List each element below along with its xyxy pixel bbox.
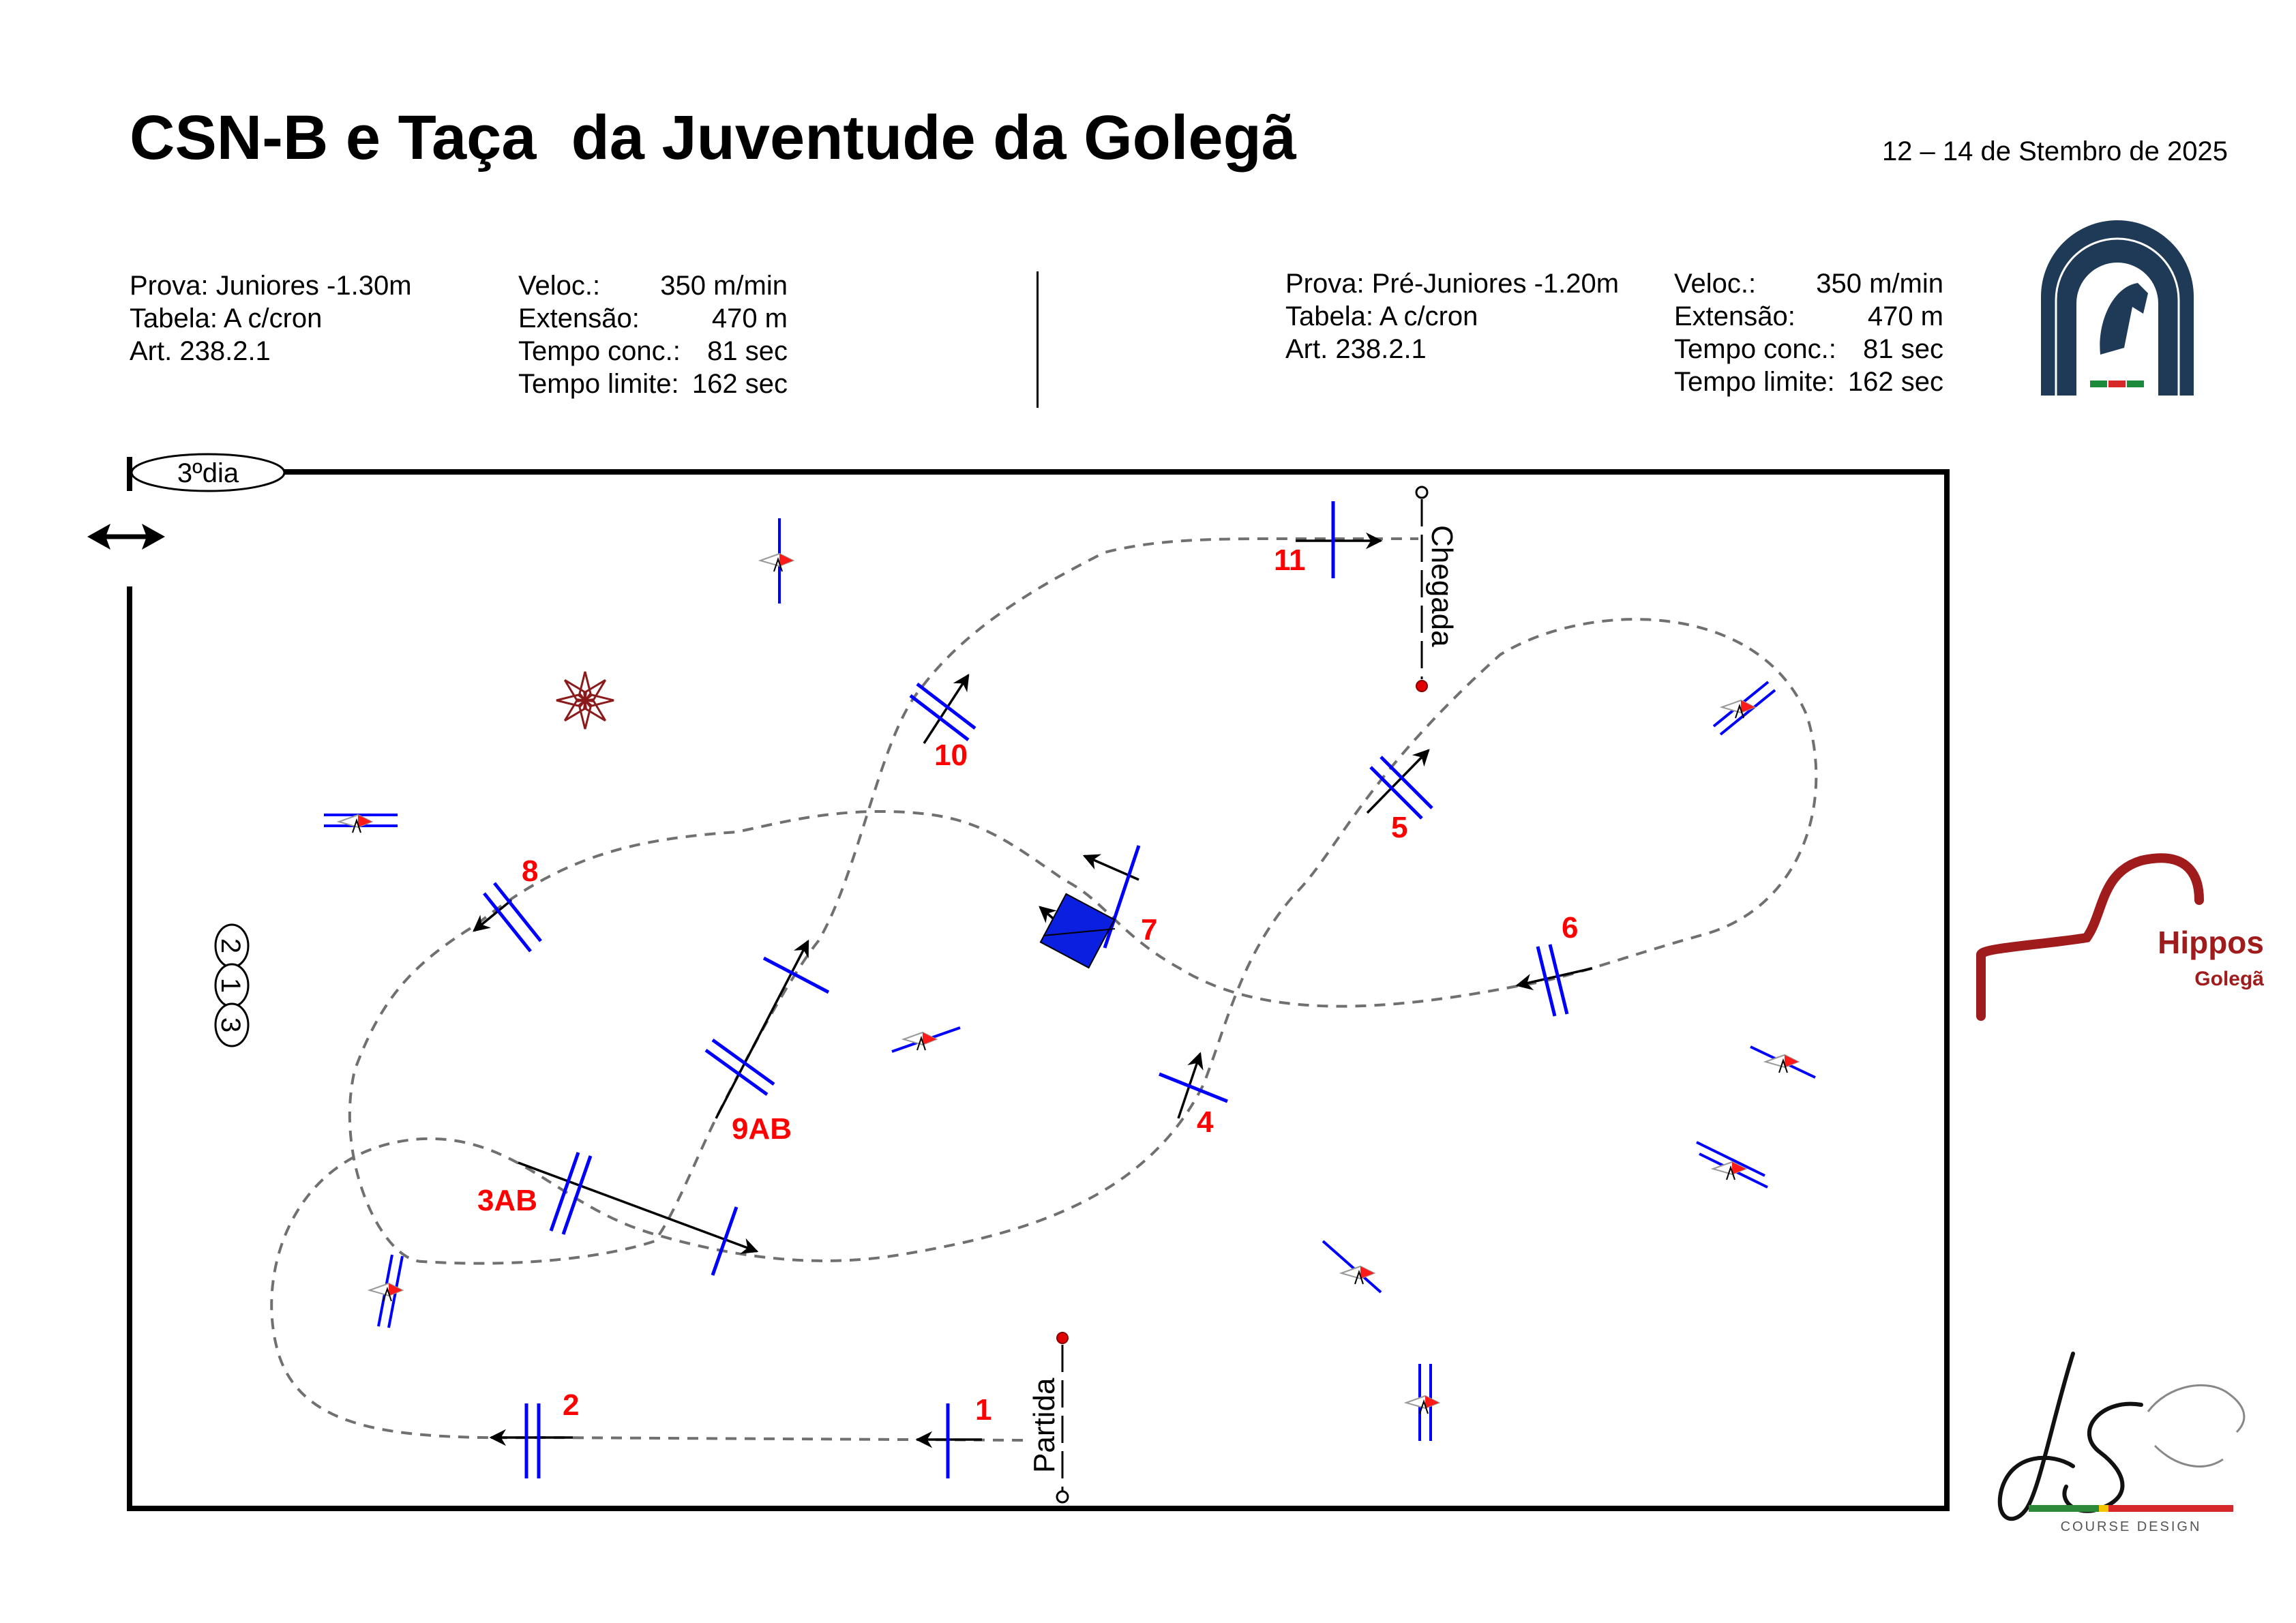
spare-obstacle-flag-icon bbox=[370, 1255, 402, 1328]
spare-obstacle-flag-icon bbox=[1750, 1047, 1815, 1077]
obstacle-10 bbox=[910, 684, 975, 740]
water-obstacle bbox=[1041, 894, 1115, 968]
course-path bbox=[271, 539, 1816, 1440]
spare-obstacle-flag-icon bbox=[892, 1028, 960, 1052]
finish-line bbox=[1416, 487, 1459, 691]
start-line bbox=[1028, 1332, 1068, 1502]
prova-line: Prova: Pré-Juniores -1.20m bbox=[1285, 269, 1620, 299]
tabela-line: Tabela: A c/cron bbox=[130, 303, 323, 333]
tabela-line: Tabela: A c/cron bbox=[1285, 301, 1478, 331]
obstacle-4 bbox=[1159, 1074, 1227, 1101]
spare-obstacle-flag-icon bbox=[324, 815, 398, 833]
time-limit-value: 162 sec bbox=[691, 369, 788, 399]
entry-number: 2 bbox=[215, 938, 245, 954]
obstacle-numbers bbox=[477, 544, 1578, 1427]
spare-obstacle-flag-icon bbox=[1714, 682, 1775, 734]
obstacle-number: 3AB bbox=[477, 1184, 538, 1217]
length-value: 470 m bbox=[711, 303, 788, 333]
obstacle-number: 1 bbox=[975, 1393, 992, 1427]
obstacle-8 bbox=[484, 883, 541, 951]
direction-arrows bbox=[474, 541, 1592, 1440]
entry-number: 1 bbox=[215, 977, 245, 994]
obstacle-5 bbox=[1371, 757, 1432, 818]
start-label: Partida bbox=[1028, 1378, 1061, 1473]
fep-logo bbox=[2041, 220, 2194, 396]
hippos-logo bbox=[1981, 858, 2264, 1016]
spare-obstacle-flag-icon bbox=[760, 518, 793, 604]
finish-label: Chegada bbox=[1425, 525, 1459, 647]
course-design-logo bbox=[2000, 1354, 2244, 1534]
entry-number: 3 bbox=[215, 1017, 245, 1033]
length-label: Extensão: bbox=[518, 303, 640, 333]
flower-decoration-icon bbox=[556, 672, 614, 729]
spare-obstacle-flag-icon bbox=[1406, 1364, 1439, 1441]
obstacle-3b bbox=[713, 1207, 736, 1275]
obstacle-number: 4 bbox=[1197, 1105, 1214, 1139]
spare-obstacles bbox=[324, 518, 1815, 1441]
hippos-title: Hippos bbox=[2158, 925, 2264, 960]
speed-label: Veloc.: bbox=[1674, 269, 1757, 299]
obstacle-number: 6 bbox=[1562, 911, 1579, 944]
spare-obstacle-flag-icon bbox=[1697, 1142, 1768, 1187]
speed-value: 350 m/min bbox=[660, 271, 788, 301]
time-allowed-value: 81 sec bbox=[707, 336, 788, 366]
time-limit-label: Tempo limite: bbox=[1674, 367, 1835, 397]
day-label-text: 3ºdia bbox=[177, 458, 239, 488]
hippos-subtitle: Golegã bbox=[2194, 968, 2264, 990]
length-label: Extensão: bbox=[1674, 301, 1795, 331]
obstacle-number: 8 bbox=[522, 854, 539, 888]
obstacle-number: 9AB bbox=[732, 1112, 792, 1146]
obstacle-number: 2 bbox=[563, 1388, 580, 1422]
length-value: 470 m bbox=[1867, 301, 1943, 331]
obstacle-7 bbox=[1105, 846, 1139, 948]
obstacle-9a bbox=[706, 1040, 774, 1095]
time-limit-label: Tempo limite: bbox=[518, 369, 679, 399]
speed-value: 350 m/min bbox=[1816, 269, 1943, 299]
obstacles bbox=[484, 501, 1567, 1478]
day-label bbox=[132, 454, 284, 491]
time-allowed-value: 81 sec bbox=[1863, 334, 1943, 364]
speed-label: Veloc.: bbox=[518, 271, 601, 301]
arena-border bbox=[130, 472, 1947, 1508]
article-line: Art. 238.2.1 bbox=[130, 336, 271, 366]
obstacle-number: 10 bbox=[934, 739, 968, 772]
course-design-text: COURSE DESIGN bbox=[2060, 1519, 2202, 1534]
obstacle-2 bbox=[526, 1403, 539, 1478]
time-limit-value: 162 sec bbox=[1847, 367, 1943, 397]
entry-arrow-icon bbox=[87, 524, 165, 550]
obstacle-number: 7 bbox=[1141, 913, 1158, 947]
page-title: CSN-B e Taça da Juventude da Golegã bbox=[130, 103, 1296, 173]
prova-line: Prova: Juniores -1.30m bbox=[130, 271, 412, 301]
obstacle-number: 5 bbox=[1391, 811, 1408, 844]
entry-gate-numbers bbox=[215, 925, 248, 1046]
article-line: Art. 238.2.1 bbox=[1285, 334, 1427, 364]
obstacle-3a bbox=[551, 1152, 591, 1234]
obstacle-number: 11 bbox=[1274, 544, 1306, 577]
time-allowed-label: Tempo conc.: bbox=[1674, 334, 1836, 364]
event-date: 12 – 14 de Stembro de 2025 bbox=[1881, 136, 2228, 166]
time-allowed-label: Tempo conc.: bbox=[518, 336, 681, 366]
spare-obstacle-flag-icon bbox=[1323, 1241, 1381, 1292]
